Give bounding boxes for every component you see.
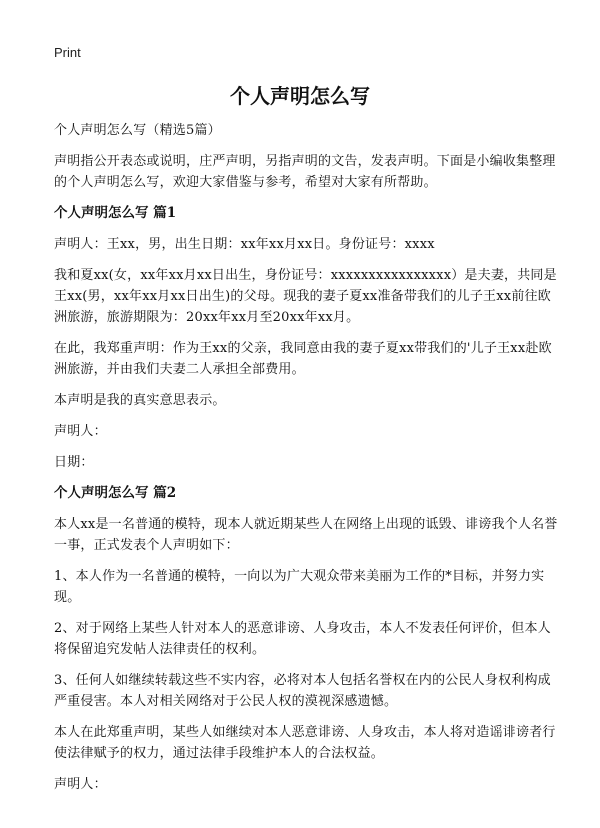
section-1-date: 日期： [54, 455, 94, 470]
section-1-paragraph: 在此，我郑重声明：作为王xx的父亲，我同意由我的妻子夏xx带我们的'儿子王xx赴欧洲旅游，并由我们夫妻二人承担全部费用。 [54, 341, 552, 377]
section-2-paragraph: 本人xx是一名普通的模特，现本人就近期某些人在网络上出现的诋毁、诽谤我个人名誉一事，正式发表个人声明如下： [54, 517, 558, 553]
section-1-heading: 个人声明怎么写 篇1 [54, 205, 177, 221]
article-body [54, 120, 559, 805]
section-1-paragraph: 我和夏xx(女，xx年xx月xx日出生，身份证号：xxxxxxxxxxxxxxxx）是夫妻，共同是王xx(男，xx年xx月xx日出生)的父母。现我的妻子夏xx准备带我们的儿子王xx前往欧洲旅游，旅游期限为：20xx年xx月至20xx年xx月。 [54, 268, 557, 325]
section-2-paragraph: 2、对于网络上某些人针对本人的恶意诽谤、人身攻击，本人不发表任何评价，但本人将保留追究发帖人法律责任的权利。 [54, 621, 551, 657]
section-1-signature: 声明人： [54, 424, 107, 439]
section-2-signature: 声明人： [54, 777, 107, 792]
section-2-heading: 个人声明怎么写 篇2 [54, 485, 177, 501]
intro-paragraph: 声明指公开表态或说明，庄严声明，另指声明的文告，发表声明。下面是小编收集整理的个人声明怎么写，欢迎大家借鉴与参考，希望对大家有所帮助。 [54, 154, 556, 190]
section-2-paragraph: 3、任何人如继续转载这些不实内容，必将对本人包括名誉权在内的公民人身权利构成严重侵害。本人对相关网络对于公民人权的漠视深感遗憾。 [54, 673, 551, 709]
page-title: 个人声明怎么写 [230, 84, 370, 108]
section-2-paragraph: 本人在此郑重声明，某些人如继续对本人恶意诽谤、人身攻击，本人将对造谣诽谤者行使法律赋予的权力，通过法律手段维护本人的合法权益。 [54, 725, 556, 761]
section-1-paragraph: 本声明是我的真实意思表示。 [54, 393, 226, 408]
section-2-paragraph: 1、本人作为一名普通的模特，一向以为广大观众带来美丽为工作的*目标，并努力实现。 [54, 569, 545, 605]
section-1-paragraph: 声明人：王xx，男，出生日期：xx年xx月xx日。身份证号：xxxx [54, 237, 435, 252]
print-link[interactable]: Print [54, 45, 81, 60]
article-subtitle: 个人声明怎么写（精选5篇） [54, 123, 221, 138]
